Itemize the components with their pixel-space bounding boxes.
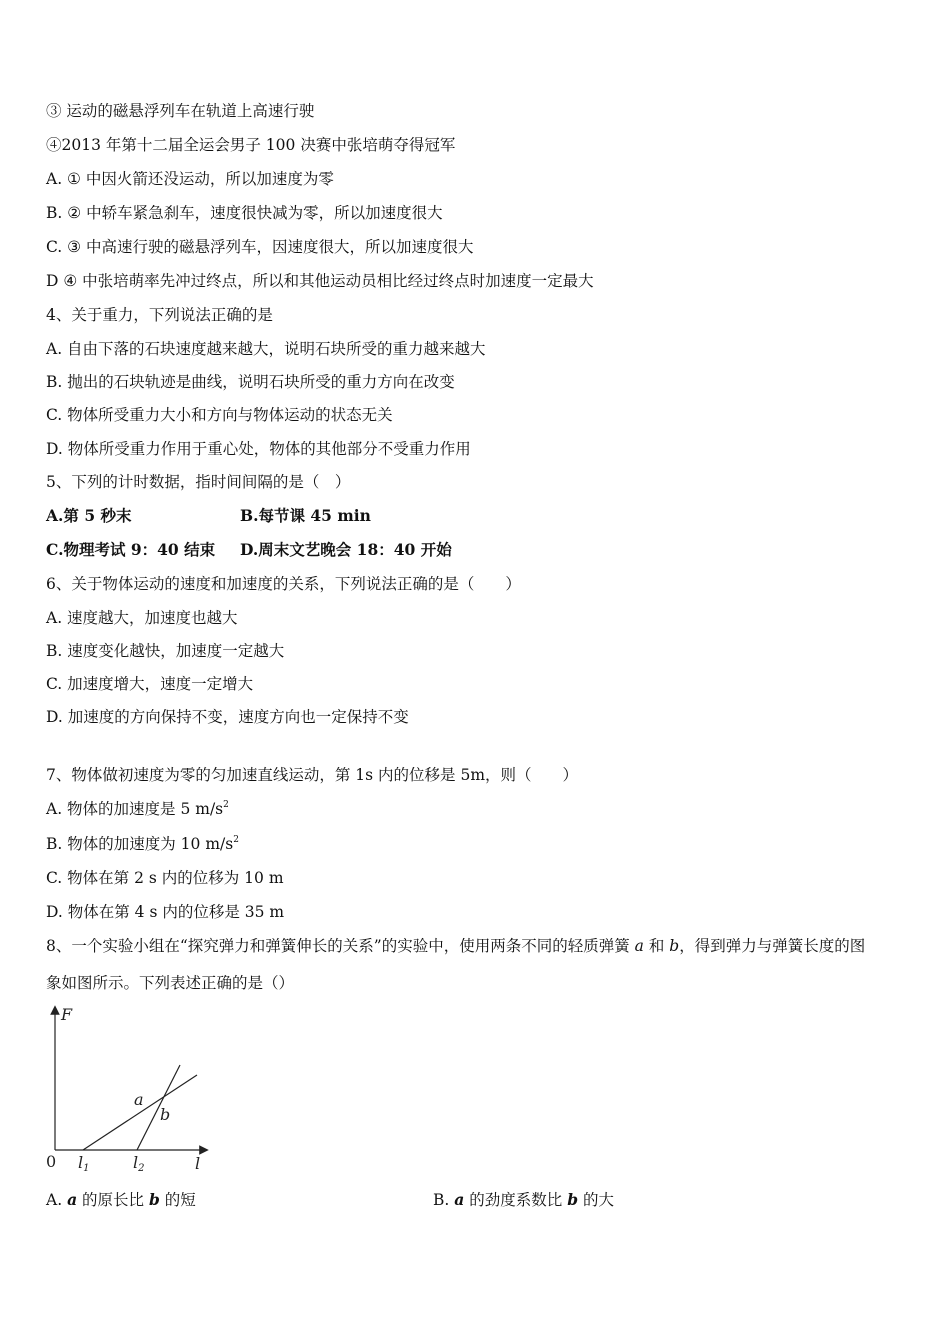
l1-label: l1: [78, 1153, 90, 1174]
q3-option-c: C. ③ 中高速行驶的磁悬浮列车，因速度很大，所以加速度很大: [46, 238, 474, 256]
q5-option-a: A.第 5 秒末: [46, 506, 132, 525]
q4-stem: 4、关于重力，下列说法正确的是: [46, 306, 273, 324]
q3-item-4: ④2013 年第十二届全运会男子 100 决赛中张培萌夺得冠军: [46, 136, 456, 154]
origin-label: 0: [46, 1152, 57, 1171]
line-a: [83, 1075, 197, 1150]
q3-item-3: ③ 运动的磁悬浮列车在轨道上高速行驶: [46, 102, 315, 120]
q6-option-d: D. 加速度的方向保持不变，速度方向也一定保持不变: [46, 708, 409, 726]
q8-option-a-var2: b: [149, 1190, 160, 1209]
q5-stem: 5、下列的计时数据，指时间间隔的是（ ）: [46, 473, 351, 491]
q8-option-a-post: 的短: [164, 1191, 196, 1209]
q7-option-b-text: B. 物体的加速度为 10 m/s: [46, 835, 234, 853]
q8-stem-var-b: b: [669, 937, 680, 955]
q5-option-d: D.周末文艺晚会 18：40 开始: [240, 540, 452, 559]
q4-option-d: D. 物体所受重力作用于重心处，物体的其他部分不受重力作用: [46, 440, 471, 458]
line-b-label: b: [160, 1105, 171, 1124]
q8-stem-text-1: 8、一个实验小组在“探究弹力和弹簧伸长的关系”的实验中，使用两条不同的轻质弹簧: [46, 937, 630, 955]
line-a-label: a: [134, 1090, 144, 1109]
q8-option-b-prefix: B.: [433, 1191, 450, 1209]
q8-option-a-mid: 的原长比: [82, 1191, 145, 1209]
q8-option-a-var1: a: [67, 1190, 78, 1209]
x-axis-label: l: [195, 1154, 201, 1173]
q3-option-b: B. ② 中轿车紧急刹车，速度很快减为零，所以加速度很大: [46, 204, 443, 222]
q8-stem-text-3: ，得到弹力与弹簧长度的图: [679, 937, 866, 955]
q7-option-b-exponent: 2: [233, 835, 239, 845]
l2-label: l2: [133, 1153, 145, 1174]
q7-option-b: [46, 833, 239, 855]
q8-stem-line1: [46, 935, 865, 957]
q3-option-a: A. ① 中因火箭还没运动，所以加速度为零: [46, 170, 334, 188]
q8-option-b-post: 的大: [582, 1191, 614, 1209]
q8-stem-text-2: 和: [648, 937, 665, 955]
q7-option-d: D. 物体在第 4 s 内的位移是 35 m: [46, 903, 285, 921]
spring-force-length-graph: [40, 1002, 220, 1177]
q7-stem: 7、物体做初速度为零的匀加速直线运动，第 1s 内的位移是 5m，则（ ）: [46, 766, 579, 784]
q4-option-a: A. 自由下落的石块速度越来越大，说明石块所受的重力越来越大: [46, 340, 486, 358]
q8-option-b-var1: a: [454, 1190, 465, 1209]
q6-option-a: A. 速度越大，加速度也越大: [46, 609, 238, 627]
y-axis-label: F: [61, 1005, 73, 1024]
q7-option-a: [46, 798, 229, 820]
q8-stem-line2: 象如图所示。下列表述正确的是（）: [46, 974, 295, 992]
q7-option-a-exponent: 2: [223, 800, 229, 810]
q5-option-b: B.每节课 45 min: [240, 506, 371, 525]
q3-option-d: D ④ 中张培萌率先冲过终点，所以和其他运动员相比经过终点时加速度一定最大: [46, 272, 594, 290]
q8-option-a-prefix: A.: [46, 1191, 63, 1209]
q8-stem-var-a: a: [634, 937, 644, 955]
q4-option-c: C. 物体所受重力大小和方向与物体运动的状态无关: [46, 406, 393, 424]
q7-option-a-text: A. 物体的加速度是 5 m/s: [46, 800, 224, 818]
q4-option-b: B. 抛出的石块轨迹是曲线，说明石块所受的重力方向在改变: [46, 373, 455, 391]
q6-option-b: B. 速度变化越快，加速度一定越大: [46, 642, 285, 660]
q8-option-b: [433, 1189, 614, 1211]
q6-stem: 6、关于物体运动的速度和加速度的关系，下列说法正确的是（ ）: [46, 575, 521, 593]
q5-option-c: C.物理考试 9：40 结束: [46, 540, 216, 559]
q7-option-c: C. 物体在第 2 s 内的位移为 10 m: [46, 869, 284, 887]
q6-option-c: C. 加速度增大，速度一定增大: [46, 675, 254, 693]
q8-option-a: [46, 1189, 196, 1211]
q8-option-b-mid: 的劲度系数比: [469, 1191, 563, 1209]
q8-option-b-var2: b: [567, 1190, 579, 1209]
